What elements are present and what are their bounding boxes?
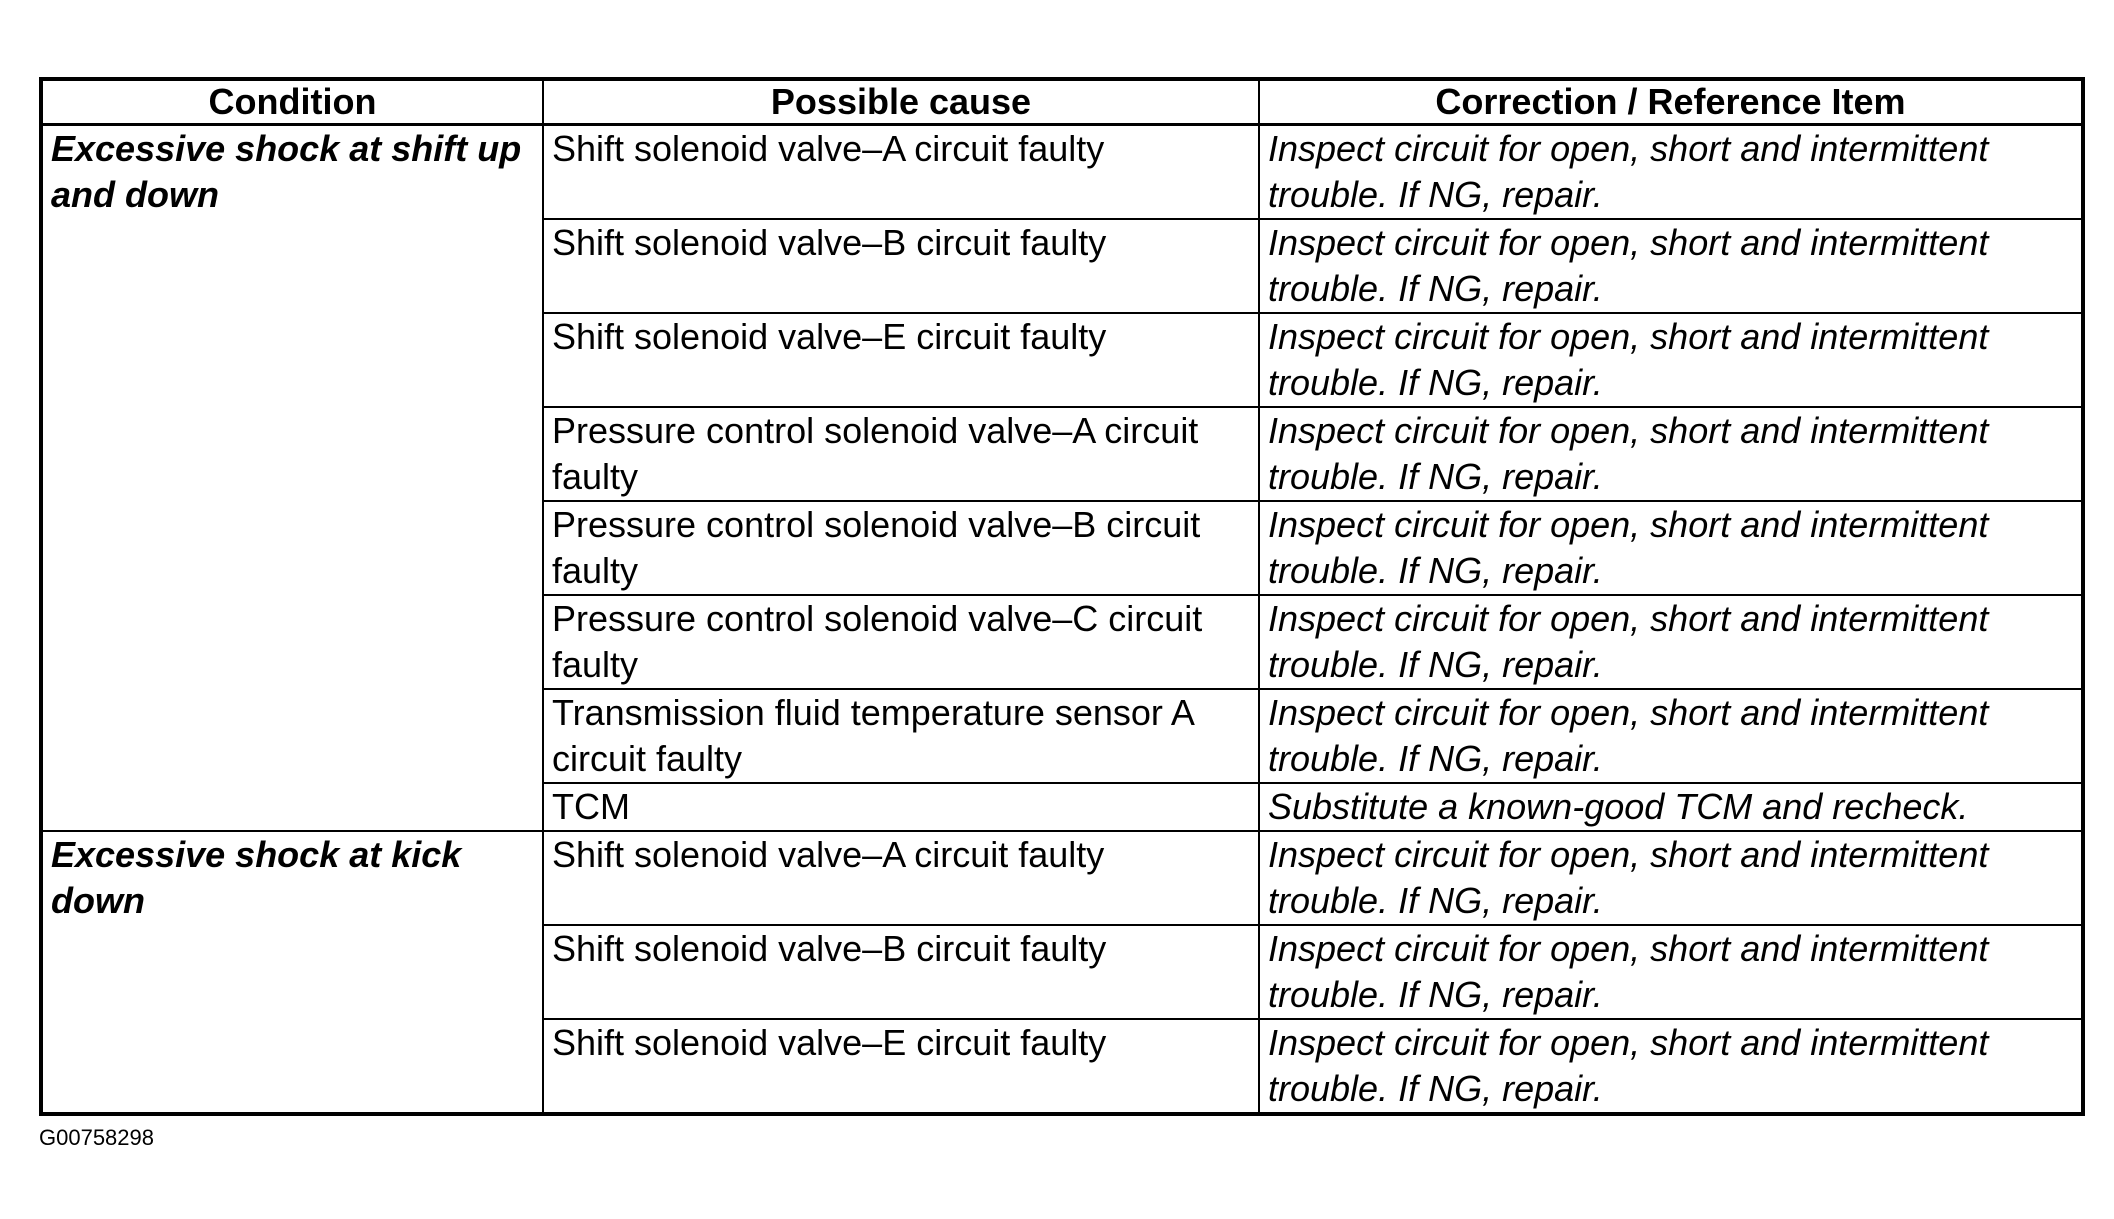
condition-cell: Excessive shock at kick down	[41, 831, 543, 1114]
cause-cell: Pressure control solenoid valve–B circuit faulty	[543, 501, 1259, 595]
condition-cell: Excessive shock at shift up and down	[41, 125, 543, 832]
cause-cell: Shift solenoid valve–B circuit faulty	[543, 925, 1259, 1019]
header-correction: Correction / Reference Item	[1259, 79, 2083, 125]
cause-cell: Shift solenoid valve–B circuit faulty	[543, 219, 1259, 313]
header-row	[41, 79, 2083, 125]
cause-cell: Pressure control solenoid valve–C circuit faulty	[543, 595, 1259, 689]
cause-cell: Shift solenoid valve–E circuit faulty	[543, 1019, 1259, 1114]
header-possible-cause: Possible cause	[543, 79, 1259, 125]
cause-cell: Transmission fluid temperature sensor A circuit faulty	[543, 689, 1259, 783]
troubleshooting-table	[39, 77, 2085, 1116]
correction-cell: Inspect circuit for open, short and intermittent trouble. If NG, repair.	[1259, 689, 2083, 783]
header-condition: Condition	[41, 79, 543, 125]
correction-cell: Inspect circuit for open, short and intermittent trouble. If NG, repair.	[1259, 219, 2083, 313]
correction-cell: Inspect circuit for open, short and intermittent trouble. If NG, repair.	[1259, 925, 2083, 1019]
table-row	[41, 125, 2083, 220]
cause-cell: Shift solenoid valve–A circuit faulty	[543, 125, 1259, 220]
cause-cell: TCM	[543, 783, 1259, 831]
correction-cell: Inspect circuit for open, short and intermittent trouble. If NG, repair.	[1259, 313, 2083, 407]
table-row	[41, 831, 2083, 925]
correction-cell: Inspect circuit for open, short and intermittent trouble. If NG, repair.	[1259, 125, 2083, 220]
correction-cell: Inspect circuit for open, short and intermittent trouble. If NG, repair.	[1259, 501, 2083, 595]
correction-cell: Inspect circuit for open, short and intermittent trouble. If NG, repair.	[1259, 595, 2083, 689]
correction-cell: Substitute a known-good TCM and recheck.	[1259, 783, 2083, 831]
correction-cell: Inspect circuit for open, short and intermittent trouble. If NG, repair.	[1259, 1019, 2083, 1114]
figure-id: G00758298	[39, 1125, 154, 1150]
cause-cell: Shift solenoid valve–A circuit faulty	[543, 831, 1259, 925]
correction-cell: Inspect circuit for open, short and intermittent trouble. If NG, repair.	[1259, 407, 2083, 501]
cause-cell: Shift solenoid valve–E circuit faulty	[543, 313, 1259, 407]
cause-cell: Pressure control solenoid valve–A circuit faulty	[543, 407, 1259, 501]
correction-cell: Inspect circuit for open, short and intermittent trouble. If NG, repair.	[1259, 831, 2083, 925]
